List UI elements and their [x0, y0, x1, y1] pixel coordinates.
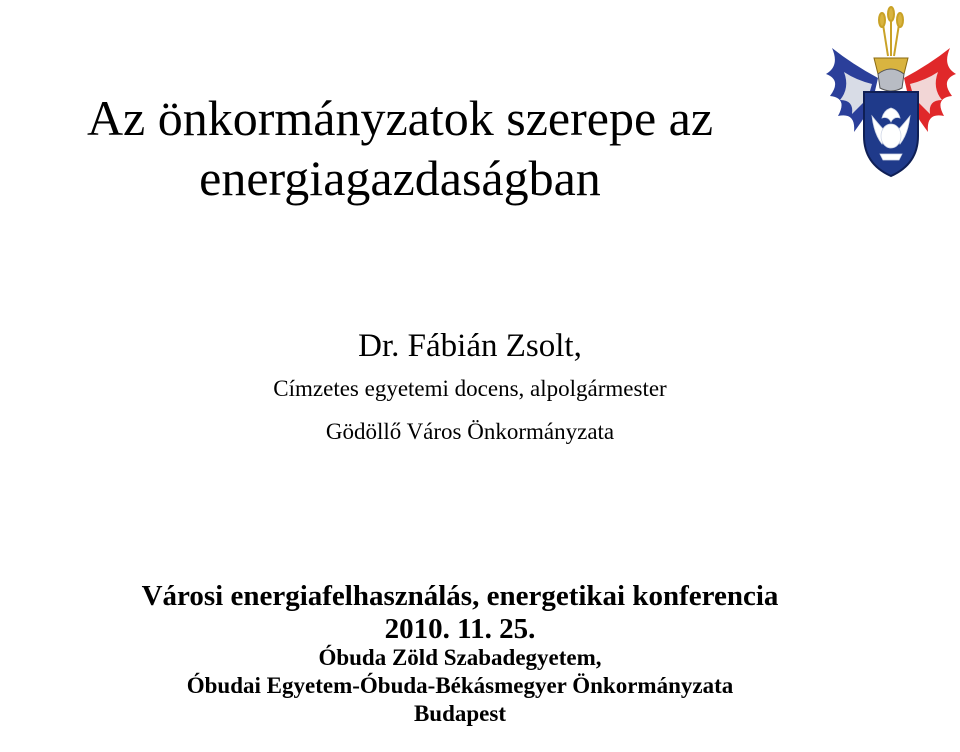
- event-venue-line-2: Óbudai Egyetem-Óbuda-Békásmegyer Önkormányzata: [186, 673, 734, 698]
- event-date: 2010. 11. 25.: [384, 613, 536, 645]
- event-block: [0, 578, 920, 728]
- page-title: [0, 88, 800, 208]
- event-venue-line-1: Óbuda Zöld Szabadegyetem,: [318, 645, 602, 670]
- coat-of-arms-icon: [822, 4, 960, 182]
- event-name: Városi energiafelhasználás, energetikai konferencia: [141, 580, 779, 612]
- title-line-2: energiagazdaságban: [199, 150, 601, 206]
- title-line-1: Az önkormányzatok szerepe az: [86, 90, 714, 146]
- author-organization: Gödöllő Város Önkormányzata: [325, 419, 615, 444]
- event-city: Budapest: [413, 701, 507, 726]
- author-role: Címzetes egyetemi docens, alpolgármester: [273, 376, 667, 401]
- author-name: Dr. Fábián Zsolt,: [358, 328, 582, 364]
- author-block: [0, 325, 940, 445]
